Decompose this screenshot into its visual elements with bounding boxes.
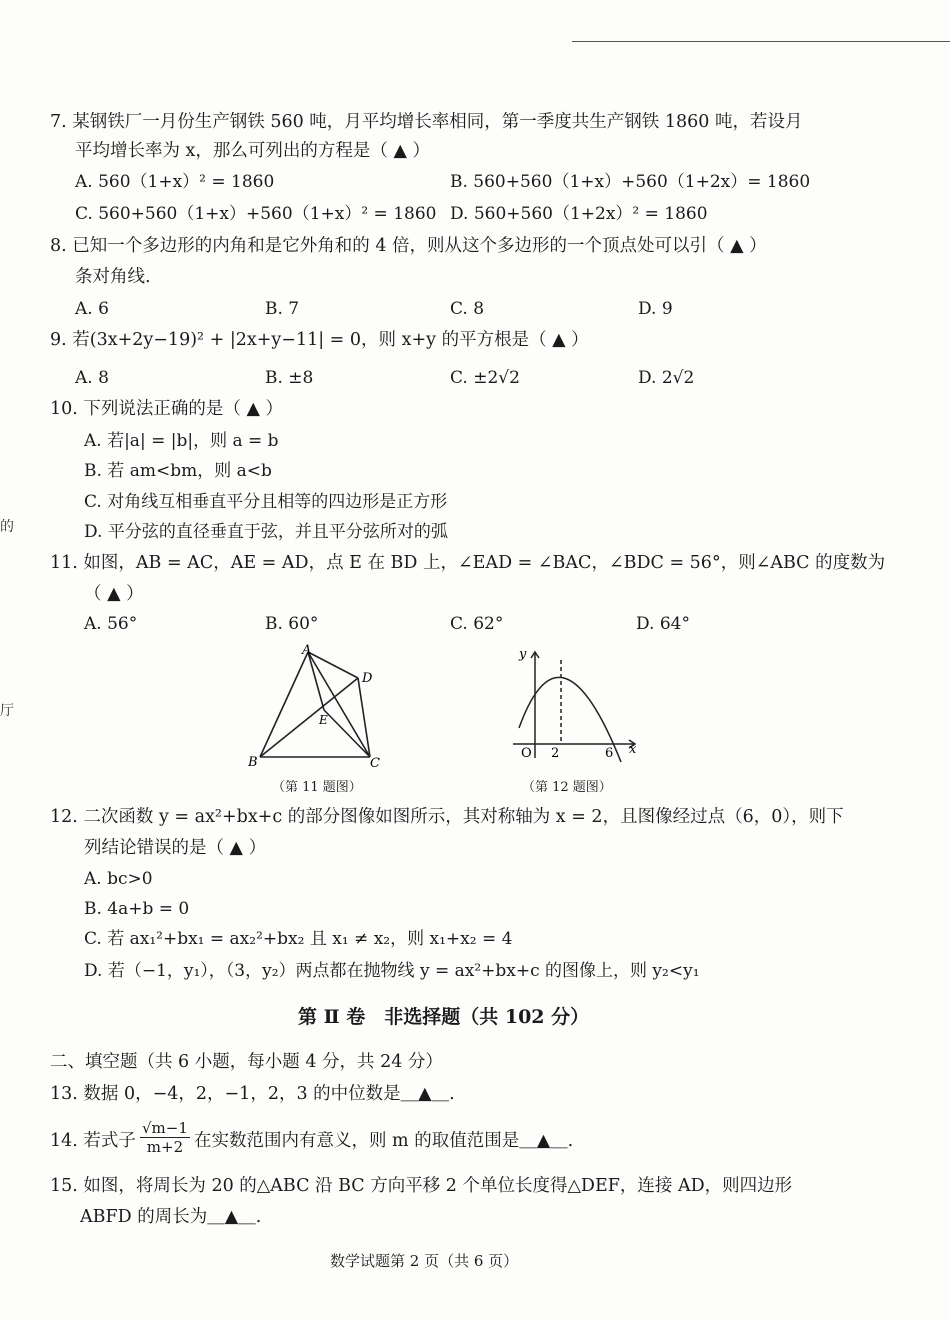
part-2-heading: 二、填空题（共 6 小题，每小题 4 分，共 24 分） <box>50 1052 443 1072</box>
q7-option-b: B. 560+560（1+x）+560（1+2x）= 1860 <box>450 172 811 192</box>
q9-option-a: A. 8 <box>75 368 109 388</box>
q7-option-c: C. 560+560（1+x）+560（1+x）² = 1860 <box>75 204 437 224</box>
segment-bd <box>260 678 358 757</box>
q12-stem-line2: 列结论错误的是（ ▲ ） <box>84 838 267 858</box>
q8-option-c: C. 8 <box>450 299 485 319</box>
q15-stem-line2: ABFD 的周长为＿▲＿. <box>80 1207 262 1227</box>
q11-stem-line1: 11. 如图，AB = AC，AE = AD，点 E 在 BD 上，∠EAD = ∠BAC，∠BDC = 56°，则∠ABC 的度数为 <box>50 553 886 573</box>
margin-char-1: 的 <box>0 519 14 535</box>
label-six: 6 <box>605 746 614 761</box>
q10-option-a: A. 若|a| = |b|，则 a = b <box>84 431 279 451</box>
q14-fraction-denominator: m+2 <box>146 1138 184 1156</box>
label-c: C <box>370 756 380 771</box>
q7-stem-line1: 7. 某钢铁厂一月份生产钢铁 560 吨，月平均增长率相同，第一季度共生产钢铁 1860 吨，若设月 <box>50 112 803 132</box>
segment-dc <box>358 678 370 757</box>
margin-char-2: 厅 <box>0 703 14 719</box>
label-e: E <box>319 713 328 727</box>
q11-option-d: D. 64° <box>636 614 690 634</box>
figure-12-graph <box>505 640 655 770</box>
q12-option-a: A. bc>0 <box>84 869 153 889</box>
q7-stem-line2: 平均增长率为 x，那么可列出的方程是（ ▲ ） <box>75 141 431 161</box>
q9-stem-line1: 9. 若(3x+2y−19)² + |2x+y−11| = 0，则 x+y 的平方根是（ ▲ ） <box>50 330 589 350</box>
q10-stem-line1: 10. 下列说法正确的是（ ▲ ） <box>50 399 283 419</box>
q11-option-c: C. 62° <box>450 614 504 634</box>
segment-ae <box>308 652 324 710</box>
q11-option-b: B. 60° <box>265 614 319 634</box>
figure-11-caption: （第 11 题图） <box>272 780 362 795</box>
q12-option-b: B. 4a+b = 0 <box>84 899 190 919</box>
label-x: x <box>629 742 637 757</box>
q7-option-d: D. 560+560（1+2x）² = 1860 <box>450 204 708 224</box>
q14-fraction-numerator: √m−1 <box>142 1119 188 1137</box>
page-footer: 数学试题第 2 页（共 6 页） <box>330 1252 519 1270</box>
q12-option-c: C. 若 ax₁²+bx₁ = ax₂²+bx₂ 且 x₁ ≠ x₂，则 x₁+x₂ = 4 <box>84 929 513 949</box>
q8-stem-line2: 条对角线. <box>75 267 151 287</box>
q10-option-b: B. 若 am<bm，则 a<b <box>84 461 272 481</box>
label-a: A <box>302 643 312 658</box>
top-rule <box>572 41 950 42</box>
label-two: 2 <box>551 746 560 761</box>
figure-12-caption: （第 12 题图） <box>522 780 612 795</box>
q9-option-d: D. 2√2 <box>638 368 695 388</box>
q13-stem: 13. 数据 0，−4，2，−1，2，3 的中位数是＿▲＿. <box>50 1084 455 1104</box>
q15-stem-line1: 15. 如图，将周长为 20 的△ABC 沿 BC 方向平移 2 个单位长度得△DEF，连接 AD，则四边形 <box>50 1176 793 1196</box>
q11-stem-line2: （ ▲ ） <box>84 584 144 604</box>
q14-fraction <box>140 1119 190 1156</box>
q12-stem-line1: 12. 二次函数 y = ax²+bx+c 的部分图像如图所示，其对称轴为 x = 2，且图像经过点（6，0），则下 <box>50 807 844 827</box>
q8-option-d: D. 9 <box>638 299 673 319</box>
q10-option-c: C. 对角线互相垂直平分且相等的四边形是正方形 <box>84 492 448 512</box>
q14-suffix: 在实数范围内有意义，则 m 的取值范围是＿▲＿. <box>194 1131 574 1151</box>
q10-option-d: D. 平分弦的直径垂直于弦，并且平分弦所对的弧 <box>84 522 448 542</box>
q11-option-a: A. 56° <box>84 614 138 634</box>
segment-ab <box>260 652 308 757</box>
section-2-title: 第 Ⅱ 卷 非选择题（共 102 分） <box>298 1006 590 1028</box>
q8-option-b: B. 7 <box>265 299 300 319</box>
q12-option-d: D. 若（−1，y₁），（3，y₂）两点都在抛物线 y = ax²+bx+c 的图像上，则 y₂<y₁ <box>84 961 700 981</box>
label-d: D <box>362 671 373 686</box>
label-origin: O <box>521 746 532 761</box>
q8-option-a: A. 6 <box>75 299 109 319</box>
q8-stem-line1: 8. 已知一个多边形的内角和是它外角和的 4 倍，则从这个多边形的一个顶点处可以引（ ▲ ） <box>50 236 767 256</box>
q7-option-a: A. 560（1+x）² = 1860 <box>75 172 275 192</box>
q14-prefix: 14. 若式子 <box>50 1131 136 1151</box>
label-y: y <box>519 647 527 662</box>
q9-option-b: B. ±8 <box>265 368 314 388</box>
q9-option-c: C. ±2√2 <box>450 368 520 388</box>
figure-11-geometry <box>240 640 400 800</box>
label-b: B <box>248 755 258 770</box>
